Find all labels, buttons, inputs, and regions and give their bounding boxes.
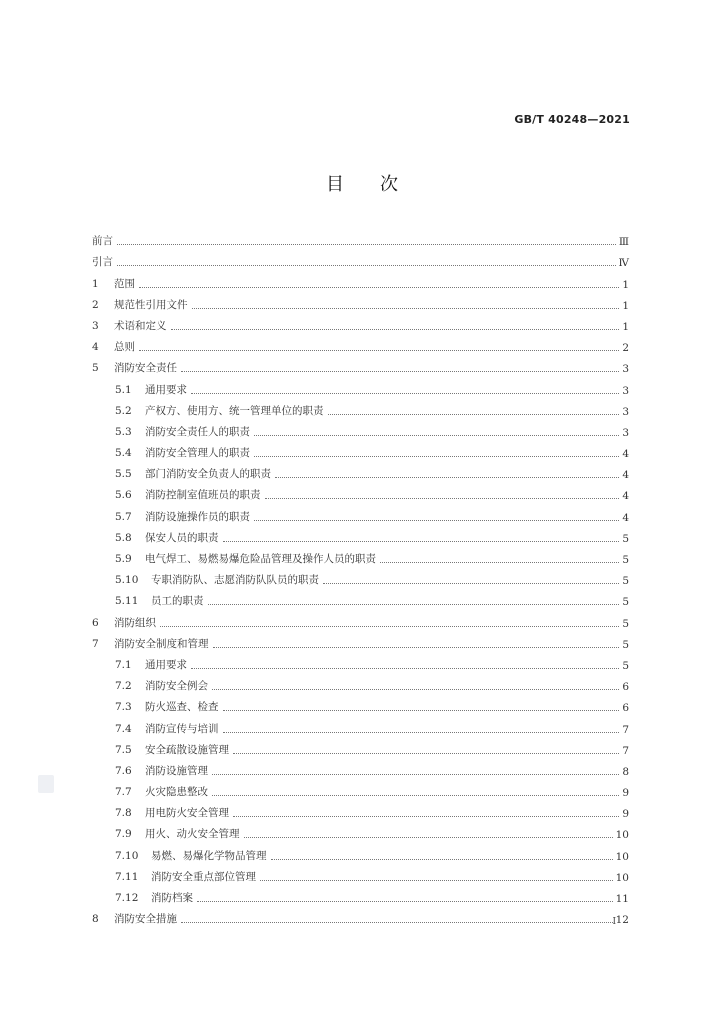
toc-entry-text: 引言 (92, 256, 113, 269)
toc-leader-dots (171, 328, 620, 330)
toc-entry-label (115, 657, 187, 672)
toc-entry-page: 1 (622, 320, 629, 333)
toc-entry-number: 6 (92, 616, 99, 629)
toc-entry-text: 消防设施操作员的职责 (145, 510, 250, 523)
toc-entry-label (115, 890, 193, 905)
toc-entry-text: 专职消防队、志愿消防队队员的职责 (151, 574, 319, 587)
toc-leader-dots (323, 582, 619, 584)
toc-entry[interactable] (92, 566, 629, 587)
toc-entry-number: 5.7 (115, 510, 132, 523)
toc-entry-page: 10 (615, 850, 629, 863)
toc-entry-text: 消防安全制度和管理 (114, 637, 209, 650)
toc-entry-number: 7.11 (115, 870, 139, 883)
toc-entry-number: 5.10 (115, 574, 139, 587)
toc-entry-label (92, 297, 188, 312)
toc-entry-label (115, 466, 271, 481)
toc-entry-label (115, 848, 267, 863)
toc-entry-number: 4 (92, 341, 99, 354)
toc-leader-dots (117, 264, 616, 266)
toc-entry-label (115, 424, 250, 439)
toc-entry-page: 3 (622, 405, 629, 418)
toc-entry[interactable] (92, 460, 629, 481)
toc-leader-dots (265, 497, 620, 499)
toc-entry-text: 消防安全措施 (114, 913, 177, 926)
toc-entry-text: 消防安全责任人的职责 (145, 425, 250, 438)
toc-entry[interactable] (92, 375, 629, 396)
toc-entry-text: 用火、动火安全管理 (145, 828, 240, 841)
toc-entry-text: 范围 (114, 277, 135, 290)
toc-entry-label (115, 551, 376, 566)
toc-entry-number: 5.6 (115, 489, 132, 502)
toc-entry-text: 消防控制室值班员的职责 (145, 489, 261, 502)
toc-entry-label (115, 869, 256, 884)
toc-leader-dots (139, 286, 619, 288)
toc-entry-label (92, 276, 135, 291)
toc-entry-page: 6 (622, 681, 629, 694)
toc-leader-dots (139, 349, 619, 351)
toc-entry[interactable] (92, 905, 629, 926)
toc-entry[interactable] (92, 397, 629, 418)
toc-entry-text: 消防安全重点部位管理 (151, 870, 256, 883)
toc-entry-label (115, 805, 229, 820)
toc-entry-page: 2 (622, 342, 629, 355)
page-number: I (612, 917, 616, 927)
toc-leader-dots (197, 900, 613, 902)
toc-entry-number: 5.9 (115, 553, 132, 565)
toc-entry[interactable] (92, 248, 629, 269)
toc-leader-dots (223, 731, 620, 733)
toc-entry-number: 7.12 (115, 892, 139, 904)
toc-entry[interactable] (92, 312, 629, 333)
toc-entry-label (115, 721, 219, 736)
toc-entry-label (115, 445, 250, 460)
toc-entry-page: 5 (622, 554, 629, 566)
toc-entry[interactable] (92, 672, 629, 693)
toc-entry-label (115, 699, 219, 714)
toc-entry-text: 产权方、使用方、统一管理单位的职责 (145, 404, 324, 417)
toc-entry-number: 5.8 (115, 531, 132, 544)
toc-entry-number: 7.8 (115, 807, 132, 820)
toc-entry-page: 1 (622, 278, 629, 291)
toc-entry-label (115, 784, 208, 799)
toc-entry-number: 7.7 (115, 786, 132, 799)
toc-entry-page: 9 (622, 787, 629, 800)
toc-entry-number: 3 (92, 319, 99, 332)
toc-entry-number: 7.6 (115, 764, 132, 777)
toc-entry-number: 1 (92, 277, 99, 290)
toc-leader-dots (271, 858, 613, 860)
toc-entry-text: 火灾隐患整改 (145, 786, 208, 799)
toc-entry[interactable] (92, 587, 629, 608)
toc-entry-number: 5.5 (115, 468, 132, 481)
toc-leader-dots (117, 243, 616, 245)
toc-entry[interactable] (92, 714, 629, 735)
toc-entry-page: 4 (622, 511, 629, 524)
toc-entry-label (92, 233, 113, 248)
toc-entry-number: 2 (92, 298, 99, 311)
standard-code: GB/T 40248—2021 (514, 113, 630, 126)
toc-leader-dots (208, 603, 620, 605)
toc-entry-label (92, 636, 209, 651)
toc-entry-text: 消防安全责任 (114, 362, 177, 375)
side-watermark-mark (38, 775, 54, 793)
toc-entry-page: Ⅲ (618, 236, 629, 249)
toc-entry-label (115, 530, 219, 545)
toc-leader-dots (223, 540, 620, 542)
toc-entry-text: 安全疏散设施管理 (145, 743, 229, 756)
toc-entry-page: 4 (622, 469, 629, 482)
toc-entry-text: 消防档案 (151, 892, 193, 904)
toc-entry[interactable] (92, 651, 629, 672)
toc-entry-page: 8 (622, 765, 629, 778)
toc-entry-label (115, 826, 240, 841)
toc-leader-dots (254, 434, 619, 436)
toc-leader-dots (223, 709, 620, 711)
toc-entry[interactable] (92, 418, 629, 439)
toc-entry-label (115, 593, 204, 608)
toc-entry[interactable] (92, 439, 629, 460)
toc-entry-page: 12 (615, 914, 629, 927)
toc-entry-text: 前言 (92, 235, 113, 248)
toc-entry-number: 7.10 (115, 849, 139, 862)
toc-entry-number: 5 (92, 362, 99, 375)
toc-entry[interactable] (92, 863, 629, 884)
toc-entry-text: 术语和定义 (114, 319, 167, 332)
toc-entry[interactable] (92, 502, 629, 523)
toc-entry-number: 7.3 (115, 701, 132, 714)
toc-entry-label (115, 763, 208, 778)
toc-entry-number: 7 (92, 637, 99, 650)
toc-entry[interactable] (92, 778, 629, 799)
toc-leader-dots (181, 370, 619, 372)
toc-entry-label (115, 403, 324, 418)
toc-entry-page: 10 (615, 829, 629, 842)
toc-entry-label (115, 509, 250, 524)
toc-entry-label (92, 339, 135, 354)
toc-entry-label (92, 615, 156, 630)
toc-entry-label (92, 911, 177, 926)
toc-entry[interactable] (92, 799, 629, 820)
toc-entry-text: 易燃、易爆化学物品管理 (151, 849, 267, 862)
page-title: 目次 (326, 174, 434, 195)
toc-entry-label (92, 360, 177, 375)
toc-leader-dots (181, 921, 613, 923)
toc-leader-dots (192, 307, 620, 309)
toc-entry-label (115, 572, 319, 587)
toc-leader-dots (212, 773, 619, 775)
toc-entry-number: 7.1 (115, 658, 132, 671)
toc-entry-number: 8 (92, 913, 99, 926)
toc-entry-number: 7.5 (115, 743, 132, 756)
toc-entry-page: 5 (622, 638, 629, 651)
toc-leader-dots (244, 836, 613, 838)
toc-entry-number: 5.1 (115, 383, 132, 396)
toc-leader-dots (380, 561, 619, 563)
toc-entry-text: 规范性引用文件 (114, 298, 188, 311)
toc-leader-dots (160, 625, 619, 627)
toc-entry[interactable] (92, 269, 629, 290)
toc-leader-dots (275, 476, 619, 478)
toc-entry-text: 消防宣传与培训 (145, 722, 219, 735)
toc-entry-page: 9 (622, 808, 629, 821)
toc-entry-text: 员工的职责 (151, 595, 204, 608)
toc-entry-text: 保安人员的职责 (145, 531, 219, 544)
toc-entry-text: 部门消防安全负责人的职责 (145, 468, 271, 481)
toc-entry[interactable] (92, 820, 629, 841)
toc-entry-text: 消防组织 (114, 616, 156, 629)
toc-entry[interactable] (92, 693, 629, 714)
toc-leader-dots (213, 646, 620, 648)
toc-entry-page: 3 (622, 426, 629, 439)
toc-entry[interactable] (92, 333, 629, 354)
toc-leader-dots (254, 455, 619, 457)
toc-entry-label (115, 678, 208, 693)
toc-entry-page: 5 (622, 617, 629, 630)
toc-entry-page: Ⅳ (618, 257, 629, 270)
toc-entry-page: 3 (622, 363, 629, 376)
toc-leader-dots (328, 413, 620, 415)
toc-entry[interactable] (92, 354, 629, 375)
toc-entry-text: 消防设施管理 (145, 764, 208, 777)
toc-entry-label (115, 487, 261, 502)
toc-entry-page: 3 (622, 384, 629, 397)
toc-entry-number: 5.3 (115, 425, 132, 438)
toc-leader-dots (233, 752, 619, 754)
table-of-contents (92, 227, 629, 926)
toc-leader-dots (233, 815, 619, 817)
toc-entry[interactable] (92, 630, 629, 651)
toc-entry[interactable] (92, 884, 629, 905)
toc-leader-dots (191, 392, 619, 394)
toc-entry[interactable] (92, 757, 629, 778)
toc-entry-page: 10 (615, 871, 629, 884)
toc-entry-page: 5 (622, 532, 629, 545)
toc-entry-label (92, 254, 113, 269)
toc-entry[interactable] (92, 841, 629, 862)
toc-entry[interactable] (92, 291, 629, 312)
toc-entry-page: 5 (622, 596, 629, 609)
toc-entry-page: 1 (622, 299, 629, 312)
toc-entry[interactable] (92, 481, 629, 502)
toc-leader-dots (212, 794, 619, 796)
toc-entry-text: 通用要求 (145, 383, 187, 396)
toc-entry-number: 5.4 (115, 447, 132, 460)
toc-entry-page: 11 (615, 893, 629, 905)
toc-entry[interactable] (92, 227, 629, 248)
toc-entry-text: 防火巡查、检查 (145, 701, 219, 714)
toc-entry-text: 用电防火安全管理 (145, 807, 229, 820)
toc-entry[interactable] (92, 545, 629, 566)
toc-leader-dots (260, 879, 613, 881)
toc-entry-page: 7 (622, 723, 629, 736)
toc-entry-number: 7.9 (115, 828, 132, 841)
toc-entry-page: 7 (622, 744, 629, 757)
toc-entry-text: 消防安全管理人的职责 (145, 447, 250, 460)
toc-entry-page: 6 (622, 702, 629, 715)
toc-entry-page: 5 (622, 659, 629, 672)
toc-leader-dots (254, 519, 619, 521)
toc-leader-dots (191, 667, 619, 669)
toc-entry-number: 7.4 (115, 722, 132, 735)
toc-entry-text: 通用要求 (145, 658, 187, 671)
toc-entry-number: 5.11 (115, 595, 139, 608)
toc-entry-text: 消防安全例会 (145, 680, 208, 693)
toc-entry-page: 5 (622, 575, 629, 588)
toc-entry[interactable] (92, 736, 629, 757)
toc-entry[interactable] (92, 608, 629, 629)
toc-leader-dots (212, 688, 619, 690)
toc-entry-label (115, 382, 187, 397)
toc-entry-label (115, 742, 229, 757)
toc-entry-label (92, 318, 167, 333)
toc-entry-text: 电气焊工、易燃易爆危险品管理及操作人员的职责 (145, 553, 376, 565)
toc-entry-number: 5.2 (115, 404, 132, 417)
toc-entry-text: 总则 (114, 341, 135, 354)
toc-entry-page: 4 (622, 490, 629, 503)
toc-entry-number: 7.2 (115, 680, 132, 693)
toc-entry-page: 4 (622, 448, 629, 461)
toc-entry[interactable] (92, 524, 629, 545)
